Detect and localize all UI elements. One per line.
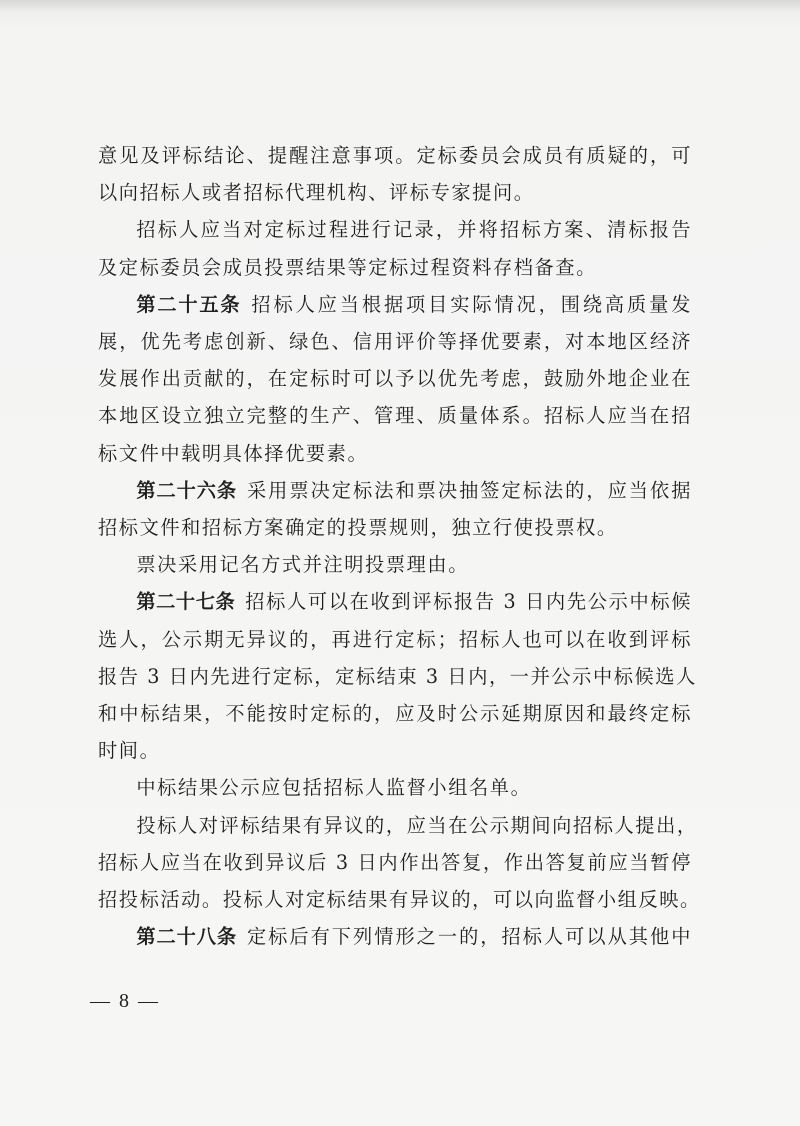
text-line: 招标文件和招标方案确定的投票规则，独立行使投票权。: [98, 516, 618, 540]
text-line: [98, 286, 692, 323]
text-line: 意见及评标结论、提醒注意事项。定标委员会成员有质疑的，可: [98, 144, 692, 167]
article-text: 招标人应当根据项目实际情况，围绕高质量发: [251, 292, 692, 316]
page-number: — 8 —: [90, 990, 160, 1012]
text-line: 选人，公示期无异议的，再进行定标；招标人也可以在收到评标: [98, 627, 692, 651]
text-line: 及定标委员会成员投票结果等定标过程资料存档备查。: [98, 255, 597, 279]
article-27: [98, 583, 697, 769]
article-26: [98, 472, 692, 546]
text-line: 和中标结果，不能按时定标的，应及时公示延期原因和最终定标: [98, 702, 692, 726]
paragraph-objection: [98, 807, 701, 919]
text-line: [98, 472, 692, 509]
text-line: [98, 583, 692, 620]
article-number: 第二十六条: [136, 478, 237, 502]
article-25: [98, 286, 692, 472]
text-line: [98, 918, 692, 955]
paragraph-1: [98, 137, 692, 211]
paragraph-publicity: [98, 769, 692, 806]
text-line: 报告 3 日内先进行定标，定标结束 3 日内，一并公示中标候选人: [98, 664, 697, 688]
document-body: [98, 137, 701, 955]
paragraph-2: [98, 211, 692, 285]
article-number: 第二十七条: [136, 590, 236, 614]
article-text: 采用票决定标法和票决抽签定标法的，应当依据: [246, 478, 692, 502]
text-line: 时间。: [98, 739, 161, 763]
text-line: 以向招标人或者招标代理机构、评标专家提问。: [98, 181, 535, 205]
text-line: 标文件中载明具体择优要素。: [98, 441, 369, 465]
text-line: 展，优先考虑创新、绿色、信用评价等择优要素，对本地区经济: [98, 330, 692, 354]
text-line: 招标人应当对定标过程进行记录，并将招标方案、清标报告: [136, 218, 692, 242]
article-text: 招标人可以在收到评标报告 3 日内先公示中标候: [245, 590, 692, 614]
article-text: 定标后有下列情形之一的，招标人可以从其他中: [246, 925, 692, 949]
text-line: 发展作出贡献的，在定标时可以予以优先考虑，鼓励外地企业在: [98, 367, 692, 391]
article-28: [98, 918, 692, 955]
text-line: 票决采用记名方式并注明投票理由。: [136, 553, 469, 577]
paragraph-vote: [98, 546, 692, 583]
scan-top-shadow: [0, 0, 800, 12]
text-line: 本地区设立独立完整的生产、管理、质量体系。招标人应当在招: [98, 404, 692, 428]
text-line: 招标人应当在收到异议后 3 日内作出答复，作出答复前应当暂停: [98, 850, 692, 874]
article-number: 第二十八条: [136, 925, 237, 949]
article-number: 第二十五条: [136, 292, 242, 316]
text-line: 招投标活动。投标人对定标结果有异议的，可以向监督小组反映。: [98, 888, 701, 912]
text-line: 投标人对评标结果有异议的，应当在公示期间向招标人提出，: [136, 813, 698, 837]
text-line: 中标结果公示应包括招标人监督小组名单。: [136, 776, 532, 800]
